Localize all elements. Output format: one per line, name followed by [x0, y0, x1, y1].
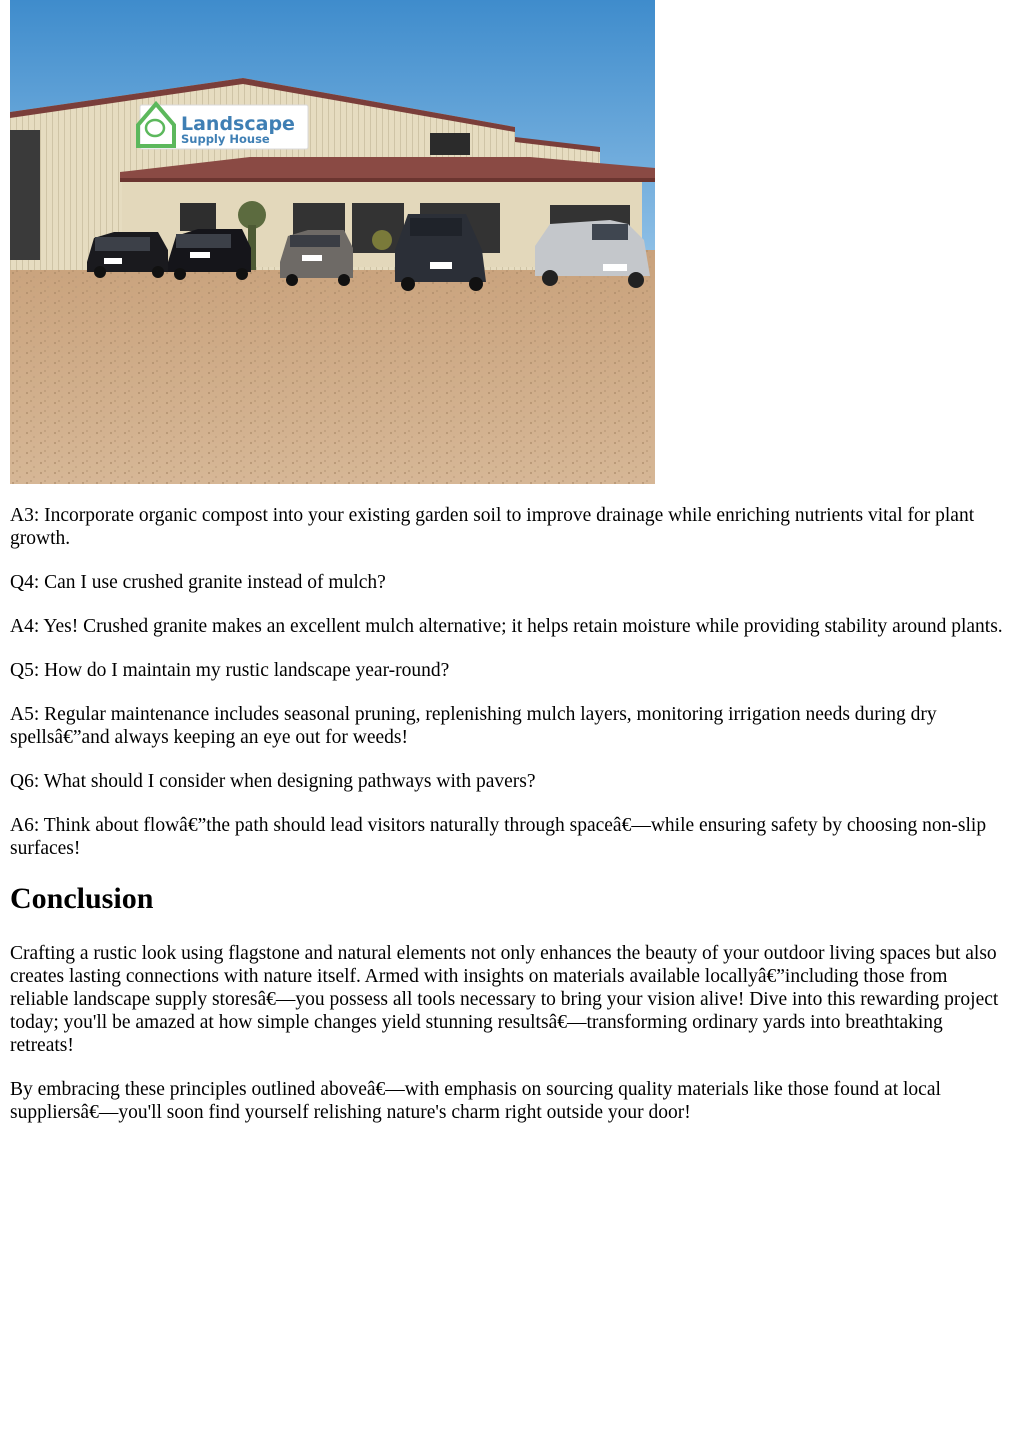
faq-question-5: Q5: How do I maintain my rustic landscape year-round? [10, 660, 450, 681]
faq-answer-3: A3: Incorporate organic compost into your existing garden soil to improve drainage while enriching nutrients vital for plant growth. [10, 505, 975, 549]
storefront-photo [10, 0, 655, 484]
conclusion-heading: Conclusion [10, 882, 154, 915]
svg-text:Landscape: Landscape [181, 113, 295, 135]
faq-question-6: Q6: What should I consider when designing pathways with pavers? [10, 771, 536, 792]
faq-answer-5: A5: Regular maintenance includes seasonal pruning, replenishing mulch layers, monitoring irrigation needs during dry spellsâ€”and always keeping an eye out for weeds! [10, 704, 937, 748]
conclusion-paragraph-2: By embracing these principles outlined aboveâ€—with emphasis on sourcing quality materials like those found at local suppliersâ€—you'll soon find yourself relishing nature's charm right outside your door! [10, 1079, 941, 1123]
faq-answer-6: A6: Think about flowâ€”the path should lead visitors naturally through spaceâ€—while ensuring safety by choosing non-slip surfaces! [10, 815, 987, 859]
faq-answer-4: A4: Yes! Crushed granite makes an excellent mulch alternative; it helps retain moisture while providing stability around plants. [10, 616, 1003, 637]
conclusion-paragraph-1: Crafting a rustic look using flagstone and natural elements not only enhances the beauty of your outdoor living spaces but also creates lasting connections with nature itself. Armed with insights on materials available locallyâ€”including those from reliable landscape supply storesâ€—you possess all tools necessary to bring your vision alive! Dive into this rewarding project today; you'll be amazed at how simple changes yield stunning resultsâ€—transforming ordinary yards into breathtaking retreats! [10, 943, 999, 1056]
article-body [10, 504, 1010, 1145]
svg-text:Supply House: Supply House [181, 132, 270, 146]
faq-question-4: Q4: Can I use crushed granite instead of mulch? [10, 572, 386, 593]
